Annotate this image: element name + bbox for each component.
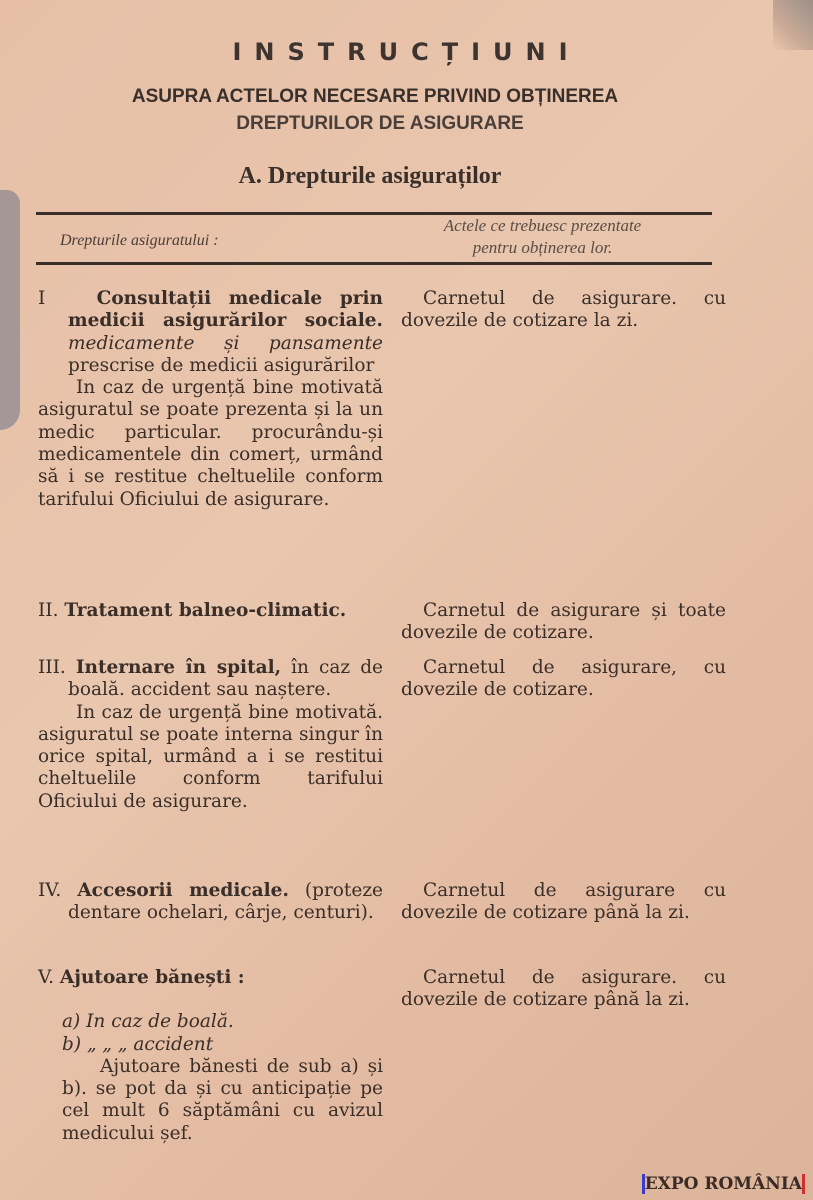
right-cell <box>38 600 383 622</box>
sub-item-list <box>38 1011 383 1056</box>
subtitle-line-2: DREPTURILOR DE ASIGURARE <box>236 113 524 134</box>
row-title: Consultații medicale prin medicii asigurărilor sociale. <box>68 288 383 332</box>
subtitle-line-1: ASUPRA ACTELOR NECESARE PRIVIND OBȚINEREA <box>131 86 619 107</box>
watermark-logo <box>642 1174 805 1195</box>
section-heading: A. Drepturile asiguraților <box>238 163 502 189</box>
column-header-rights: Drepturile asiguratului : <box>60 232 219 249</box>
row-number: V. <box>38 967 55 988</box>
sub-item: a) In caz de boală. <box>62 1011 234 1033</box>
row-title: Internare în spital, <box>75 657 282 678</box>
documents-cell: Carnetul de asigurare și toate dovezile de cotizare. <box>401 600 726 644</box>
row-number: III. <box>38 657 66 678</box>
row-number: II. <box>38 600 59 621</box>
document-title: INSTRUCȚIUNI <box>232 38 581 66</box>
column-header-documents <box>370 215 715 259</box>
column-header-documents-line1: Actele ce trebuesc prezentate <box>443 216 642 235</box>
documents-cell: Carnetul de asigurare, cu dovezile de cotizare. <box>401 657 726 701</box>
right-cell <box>38 288 383 511</box>
documents-cell: Carnetul de asigurare cu dovezile de cotizare până la zi. <box>401 880 726 924</box>
row-italic-text: medicamente și pansamente <box>68 332 383 354</box>
documents-cell: Carnetul de asigurare. cu dovezile de cotizare la zi. <box>401 288 726 332</box>
header-bottom-rule <box>36 262 712 265</box>
row-note: In caz de urgență bine motivată asiguratul se poate prezenta și la un medic particular. procurându-și medicamentele din comerț, urmând să i se restitue cheltuelile conform tarifului Oficiului de asigurare. <box>38 377 383 510</box>
right-cell <box>38 880 383 925</box>
sub-item: b) „ „ „ accident <box>62 1033 214 1055</box>
row-title: Tratament balneo-climatic. <box>64 600 347 621</box>
row-note: Ajutoare bănesti de sub a) și b). se pot da și cu anticipație pe cel mult 6 săptămâni cu avizul medicului șef. <box>62 1055 383 1144</box>
right-cell <box>38 967 383 1145</box>
row-text: prescrise de medicii asigurărilor <box>68 354 375 376</box>
right-cell <box>38 657 383 813</box>
row-number: IV. <box>38 880 62 901</box>
row-text: în caz de boală. accident sau naștere. <box>68 657 383 701</box>
torn-edge <box>0 190 20 430</box>
flag-bar-red <box>802 1174 805 1194</box>
row-text: (proteze dentare ochelari, cârje, centuri). <box>68 880 384 924</box>
row-number: I <box>38 288 46 309</box>
row-title: Accesorii medicale. <box>77 880 289 901</box>
documents-cell: Carnetul de asigurare. cu dovezile de cotizare până la zi. <box>401 967 726 1011</box>
column-header-documents-line2: pentru obținerea lor. <box>472 238 613 257</box>
watermark-text: EXPO ROMÂNIA <box>644 1173 802 1194</box>
row-note: In caz de urgență bine motivată. asiguratul se poate interna singur în orice spital, urmând a i se restitui cheltuelile conform tarifului Oficiului de asigurare. <box>38 701 383 812</box>
row-title: Ajutoare bănești : <box>59 967 245 988</box>
